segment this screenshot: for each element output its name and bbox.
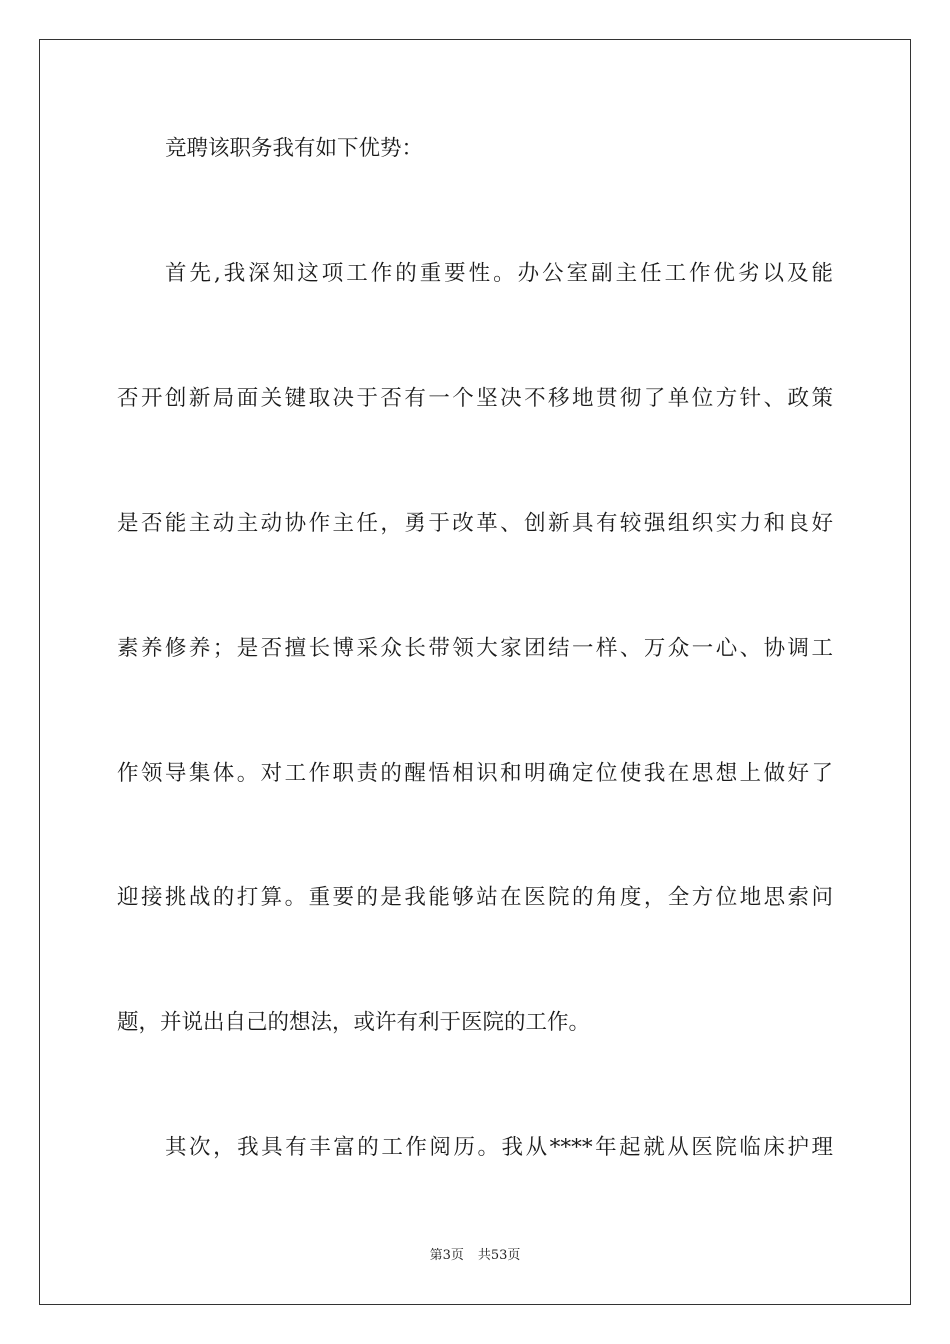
paragraph-line: 迎接挑战的打算。重要的是我能够站在医院的角度，全方位地思索问 [117,885,833,910]
paragraph-line: 否开创新局面关键取决于否有一个坚决不移地贯彻了单位方针、政策 [117,386,833,411]
page-total: 共53页 [477,1248,521,1263]
page-border [39,39,911,1305]
paragraph-line: 其次，我具有丰富的工作阅历。我从****年起就从医院临床护理 [165,1135,833,1160]
paragraph-line: 首先,我深知这项工作的重要性。办公室副主任工作优劣以及能 [165,261,833,286]
paragraph-line: 是否能主动主动协作主任，勇于改革、创新具有较强组织实力和良好 [117,511,833,536]
page-footer [0,1247,950,1265]
paragraph-line: 作领导集体。对工作职责的醒悟相识和明确定位使我在思想上做好了 [117,761,833,786]
paragraph-line: 竞聘该职务我有如下优势： [165,136,424,161]
paragraph-line: 素养修养；是否擅长博采众长带领大家团结一样、万众一心、协调工 [117,636,833,661]
page-number: 第3页 [429,1248,464,1263]
paragraph-line: 题，并说出自己的想法，或许有利于医院的工作。 [117,1010,591,1035]
